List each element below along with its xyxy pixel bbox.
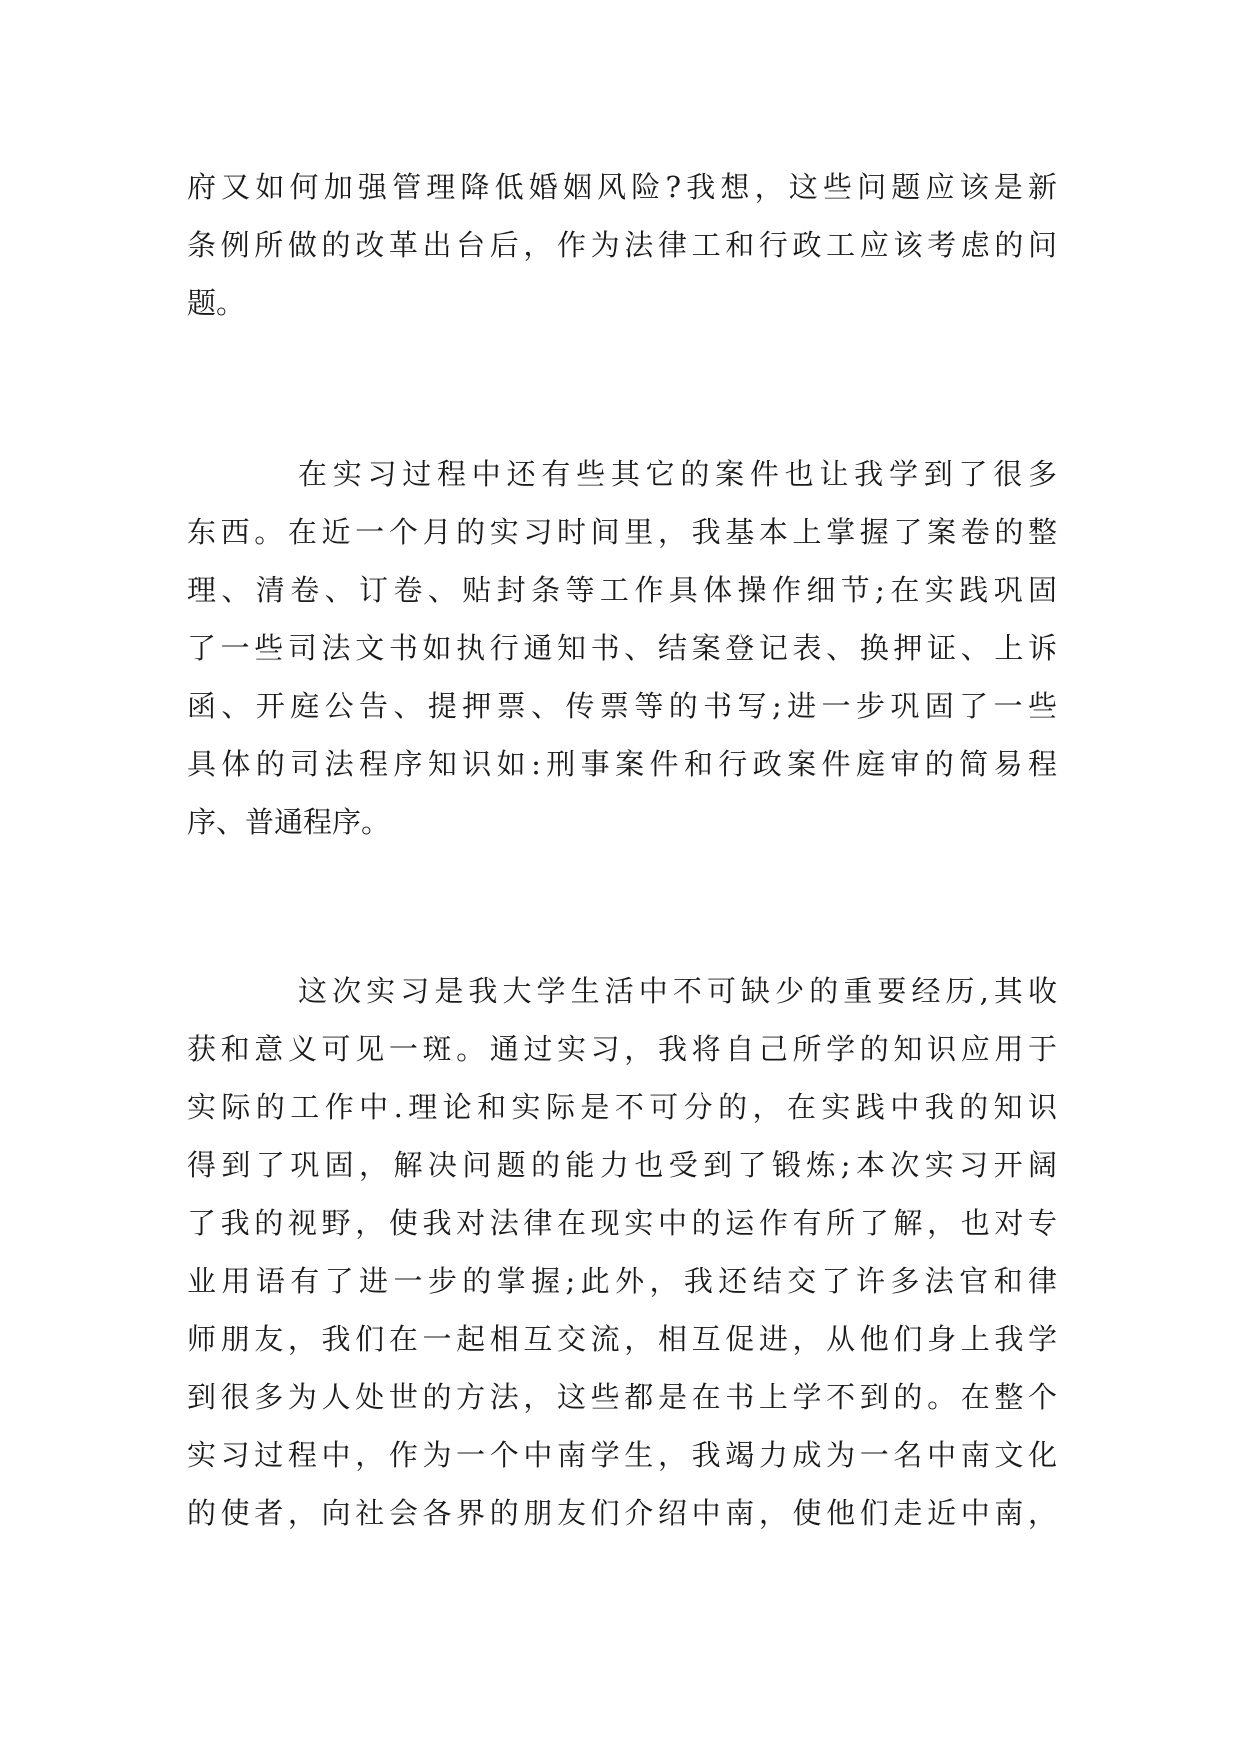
text-line: 函、开庭公告、提押票、传票等的书写;进一步巩固了一些 [187, 689, 1057, 723]
text-line: 序、普通程序。 [187, 805, 391, 839]
text-line: 到很多为人处世的方法，这些都是在书上学不到的。在整个 [187, 1380, 1057, 1414]
text-line: 师朋友，我们在一起相互交流，相互促进，从他们身上我学 [187, 1322, 1057, 1356]
text-line: 具体的司法程序知识如:刑事案件和行政案件庭审的简易程 [187, 747, 1057, 781]
paragraph-1 [187, 158, 1057, 332]
text-line: 了我的视野，使我对法律在现实中的运作有所了解，也对专 [187, 1206, 1057, 1240]
text-line: 得到了巩固，解决问题的能力也受到了锻炼;本次实习开阔 [187, 1148, 1057, 1182]
text-line: 条例所做的改革出台后，作为法律工和行政工应该考虑的问 [187, 228, 1057, 262]
text-line: 理、清卷、订卷、贴封条等工作具体操作细节;在实践巩固 [187, 573, 1057, 607]
text-line: 府又如何加强管理降低婚姻风险?我想，这些问题应该是新 [187, 170, 1057, 204]
paragraph-2 [187, 445, 1057, 851]
text-line: 东西。在近一个月的实习时间里，我基本上掌握了案卷的整 [187, 515, 1057, 549]
text-line: 这次实习是我大学生活中不可缺少的重要经历,其收 [298, 974, 1057, 1008]
paragraph-3 [187, 962, 1057, 1542]
text-line: 在实习过程中还有些其它的案件也让我学到了很多 [298, 457, 1057, 491]
text-line: 的使者，向社会各界的朋友们介绍中南，使他们走近中南， [187, 1496, 1057, 1530]
text-line: 业用语有了进一步的掌握;此外，我还结交了许多法官和律 [187, 1264, 1057, 1298]
text-line: 实习过程中，作为一个中南学生，我竭力成为一名中南文化 [187, 1438, 1057, 1472]
text-line: 了一些司法文书如执行通知书、结案登记表、换押证、上诉 [187, 631, 1057, 665]
text-line: 实际的工作中.理论和实际是不可分的，在实践中我的知识 [187, 1090, 1057, 1124]
text-line: 获和意义可见一斑。通过实习，我将自己所学的知识应用于 [187, 1032, 1057, 1066]
text-line: 题。 [187, 286, 246, 320]
